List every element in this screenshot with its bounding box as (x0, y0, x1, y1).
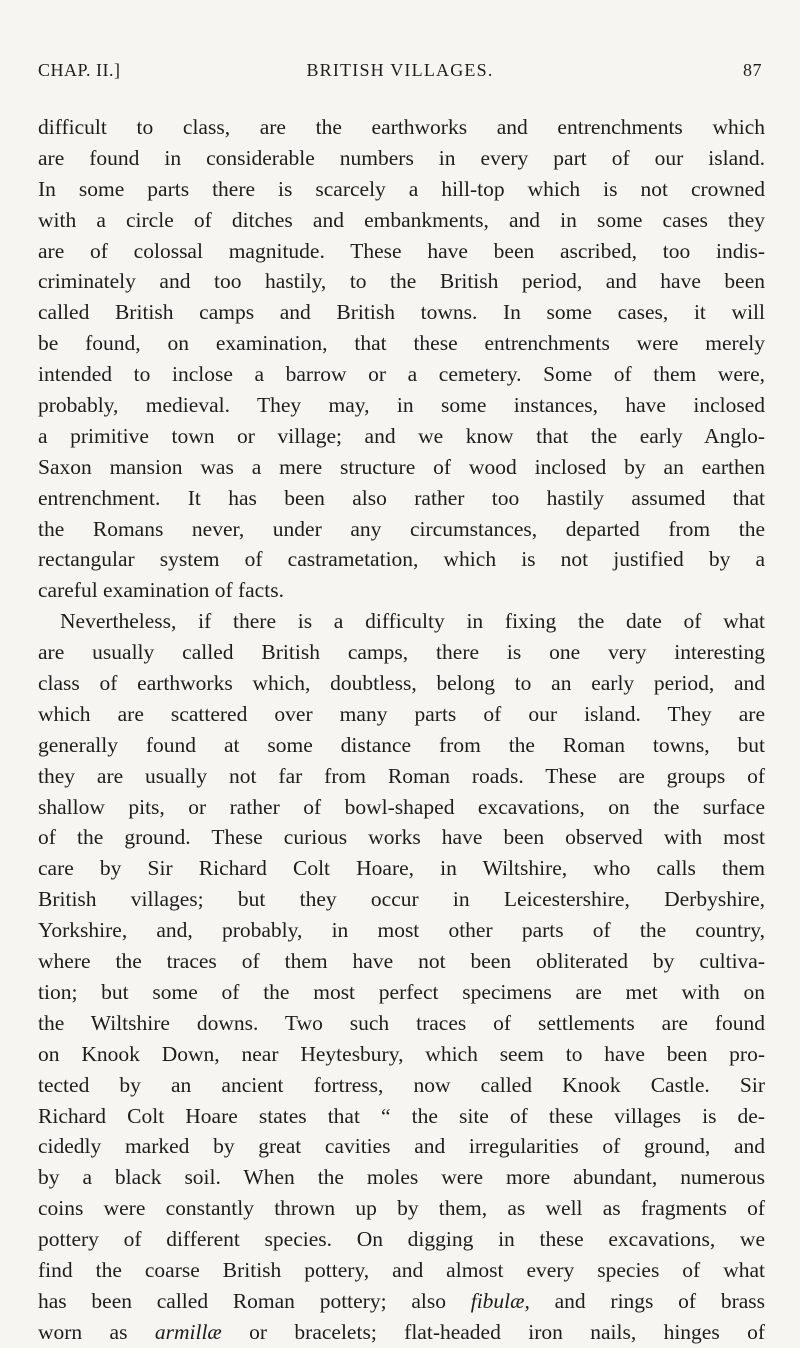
text-line: on Knook Down, near Heytesbury, which seem to have been pro- (38, 1041, 765, 1066)
text-line (38, 1286, 765, 1317)
text-line: rectangular system of castrametation, which is not justified by a (38, 547, 765, 572)
text-line: are of colossal magnitude. These have been ascribed, too indis- (38, 238, 765, 263)
page-number: 87 (743, 60, 762, 80)
text-line: entrenchment. It has been also rather too hastily assumed that (38, 485, 765, 510)
text-line: difficult to class, are the earthworks and entrenchments which (38, 115, 765, 139)
text-line: the Romans never, under any circumstances, departed from the (38, 516, 765, 541)
text-line: careful examination of facts. (38, 578, 284, 603)
text-line: coins were constantly thrown up by them, as well as fragments of (38, 1196, 765, 1221)
text-line: are found in considerable numbers in every part of our island. (38, 145, 765, 170)
chapter-label: CHAP. II.] (38, 60, 121, 80)
text-line: Yorkshire, and, probably, in most other parts of the country, (38, 918, 765, 943)
text-line: pottery of different species. On digging in these excavations, we (38, 1227, 765, 1252)
running-head (38, 60, 762, 88)
text-line: a primitive town or village; and we know that the early Anglo- (38, 423, 765, 448)
text-segment: , and rings of brass (524, 1288, 765, 1313)
text-line: of the ground. These curious works have been observed with most (38, 825, 765, 850)
text-line: intended to inclose a barrow or a cemetery. Some of them were, (38, 362, 765, 387)
text-line: shallow pits, or rather of bowl-shaped excavations, on the surface (38, 794, 765, 819)
text-segment: or bracelets; flat-headed iron nails, hinges of (249, 1319, 765, 1344)
text-line: with a circle of ditches and embankments, and in some cases they (38, 207, 765, 232)
text-line: class of earthworks which, doubtless, belong to an early period, and (38, 671, 765, 696)
text-line: where the traces of them have not been obliterated by cultiva- (38, 949, 765, 974)
text-line: In some parts there is scarcely a hill-top which is not crowned (38, 176, 765, 201)
text-line: care by Sir Richard Colt Hoare, in Wiltshire, who calls them (38, 856, 765, 881)
text-line: British villages; but they occur in Leicestershire, Derbyshire, (38, 887, 765, 912)
italic-term-fibulae: fibulæ (470, 1288, 525, 1313)
text-line: Saxon mansion was a mere structure of wood inclosed by an earthen (38, 454, 765, 479)
text-line: probably, medieval. They may, in some instances, have inclosed (38, 393, 765, 418)
text-line: are usually called British camps, there is one very interesting (38, 640, 765, 665)
text-line: tion; but some of the most perfect specimens are met with on (38, 979, 765, 1004)
italic-term-armillae: armillæ (154, 1319, 222, 1344)
text-line: the Wiltshire downs. Two such traces of settlements are found (38, 1010, 765, 1035)
text-line: tected by an ancient fortress, now called Knook Castle. Sir (38, 1072, 765, 1097)
text-line (38, 1317, 765, 1348)
text-line: cidedly marked by great cavities and irregularities of ground, and (38, 1134, 765, 1159)
text-line: generally found at some distance from the Roman towns, but (38, 732, 765, 757)
text-line: be found, on examination, that these entrenchments were merely (38, 331, 765, 356)
text-segment: worn as (38, 1319, 128, 1344)
text-segment: has been called Roman pottery; also (38, 1288, 446, 1313)
text-line: Richard Colt Hoare states that “ the site of these villages is de- (38, 1103, 765, 1128)
body-text (38, 112, 765, 1348)
text-line: which are scattered over many parts of our island. They are (38, 701, 765, 726)
text-line: by a black soil. When the moles were more abundant, numerous (38, 1165, 765, 1190)
text-line: called British camps and British towns. In some cases, it will (38, 300, 765, 325)
page-title: BRITISH VILLAGES. (306, 60, 494, 80)
text-line: Nevertheless, if there is a difficulty in fixing the date of what (60, 609, 765, 634)
text-line: find the coarse British pottery, and almost every species of what (38, 1257, 765, 1282)
text-line: criminately and too hastily, to the British period, and have been (38, 269, 765, 294)
text-line: they are usually not far from Roman roads. These are groups of (38, 763, 765, 788)
